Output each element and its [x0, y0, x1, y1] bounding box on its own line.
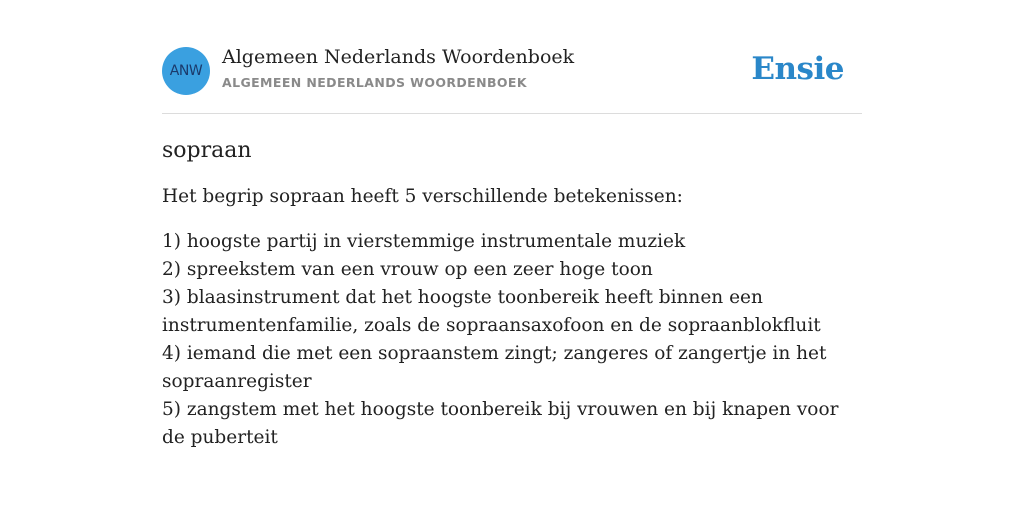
meaning-item: 1) hoogste partij in vierstemmige instrumentale muziek: [162, 231, 686, 252]
source-name-link[interactable]: Algemeen Nederlands Woordenboek: [222, 46, 575, 68]
meaning-item: 3) blaasinstrument dat het hoogste toonbereik heeft binnen een instrumentenfamilie, zoals de sopraansaxofoon en de sopraanblokfluit: [162, 287, 821, 336]
anw-logo[interactable]: [162, 47, 210, 95]
source-header: [162, 46, 862, 114]
meaning-item: 5) zangstem met het hoogste toonbereik bij vrouwen en bij knapen voor de puberteit: [162, 399, 839, 448]
entry-intro: Het begrip sopraan heeft 5 verschillende betekenissen:: [162, 186, 683, 207]
meaning-item: 2) spreekstem van een vrouw op een zeer hoge toon: [162, 259, 653, 280]
source-subtitle: ALGEMEEN NEDERLANDS WOORDENBOEK: [222, 75, 527, 90]
meaning-item: 4) iemand die met een sopraanstem zingt; zangeres of zangertje in het sopraanregister: [162, 343, 827, 392]
definition-card: [162, 46, 862, 452]
ensie-brand-logo[interactable]: Ensie: [751, 51, 844, 87]
entry-term: sopraan: [162, 138, 252, 163]
meanings-list: [162, 228, 862, 452]
logo-text: ANW: [169, 63, 203, 79]
